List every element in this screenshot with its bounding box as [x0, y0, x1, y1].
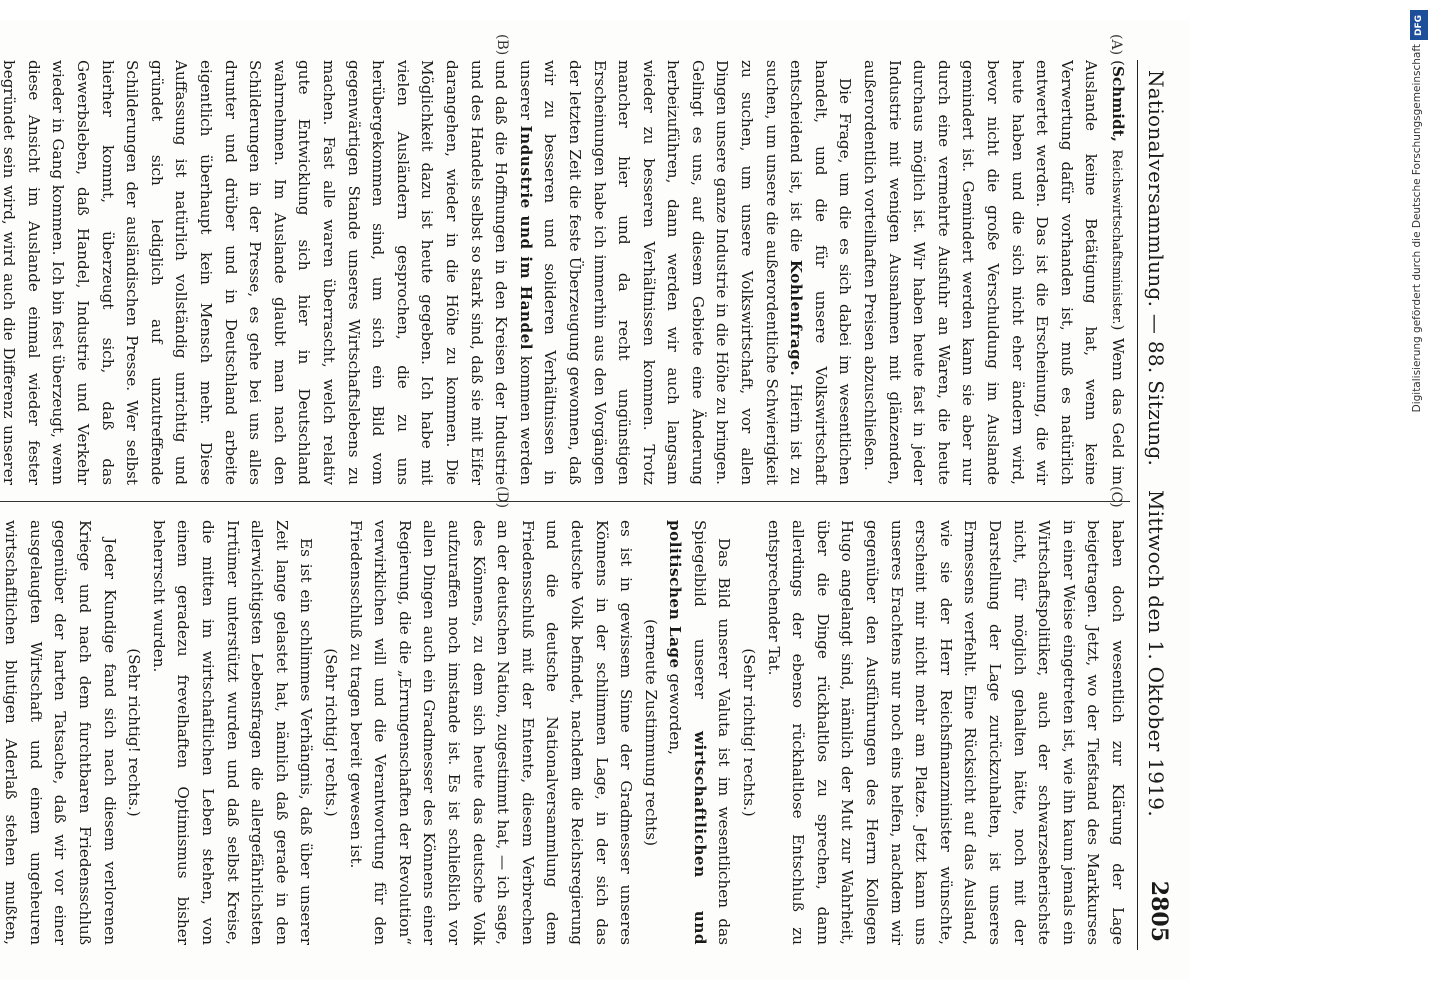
right-column — [0, 520, 1130, 945]
watermark-text: Digitalisierung gefördert durch die Deutsche Forschungsgemeinschaft — [1411, 44, 1423, 413]
reaction-note: (Sehr richtig! rechts.) — [740, 648, 759, 817]
emphasis-text: Kohlenfrage. — [787, 259, 806, 377]
paragraph — [0, 60, 857, 485]
paragraph — [663, 520, 737, 945]
margin-marker-b: (B) — [494, 34, 510, 56]
paragraph: Es ist ein schlimmes Verhängnis, daß über unserer Zeit lange gelastet hat, nämlich daß gerade in den allerwichtigsten Lebensfragen die allergefährlichsten Irrtümer unterstützt wurden und daß selbst Kreise, die mitten im wirtschaftlichen Leben stehen, von einem geradezu frevelhaften Optimismus bisher beherrscht wurden. — [149, 520, 316, 945]
speaker-name: Schmidt, — [1109, 65, 1127, 142]
paragraph-text: Wenn das Geld im Auslande keine Betätigung hat, wenn keine Verwertung dafür vorhanden ist, muß es natürlich entwertet werden. Das ist die Erscheinung, die wir heute haben und die sich nicht eher ändern wird, bevor nicht die große Verschuldung im Auslande gemindert ist. Gemindert werden kann sie aber nur durch eine vermehrte Ausfuhr an Waren, die heute durchaus möglich ist. Wir haben heute fast in jeder Industrie mit wenigen Ausnahmen mit glänzenden, außerordentlich vorteilhaften Preisen abzuschließen. — [861, 60, 1127, 485]
margin-marker-d: (D) — [494, 486, 510, 509]
left-column — [0, 60, 1130, 485]
paragraph-text: Die Frage, um die es sich dabei im wesentlichen handelt, und die für unsere Volkswirtschaft entscheidend ist, ist die — [787, 60, 855, 485]
emphasis-text: wirtschaftlichen und politischen Lage — [666, 520, 709, 945]
paragraph: (Schmidt, Reichswirtschaftsminister.) Wenn das Geld im Auslande keine Betätigung hat, wenn keine Verwertung dafür vorhanden ist, muß es natürlich entwertet werden. Das ist die Erscheinung, die wir heute haben und die sich nicht eher ändern wird, bevor nicht die große Verschuldung im Auslande gemindert ist. Gemindert werden kann sie aber nur durch eine vermehrte Ausfuhr an Waren, die heute durchaus möglich ist. Wir haben heute fast in jeder Industrie mit wenigen Ausnahmen mit glänzenden, außerordentlich vorteilhaften Preisen abzuschließen. — [861, 60, 1127, 485]
margin-marker-c: (C) — [1108, 486, 1124, 508]
speaker-role: Reichswirtschaftsminister. — [1109, 149, 1124, 325]
paragraph-text: Hierin ist zu suchen, um unsere die außerordentliche Schwierigkeit zu suchen, um unsere Volkswirtschaft, vor allen Dingen unsere ganze Industrie in die Höhe zu bringen. Gelingt es uns, auf diesem Gebiete eine Änderung herbeizuführen, dann werden wir auch langsam wieder zu besseren Verhältnissen kommen. Trotz mancher hier und da recht ungünstigen Erscheinungen habe ich immerhin aus den Vorgängen der letzten Zeit die feste Überzeugung gewonnen, daß wir zu besseren und solideren Verhältnissen in unserer — [516, 60, 806, 485]
reaction-note: (Sehr richtig! rechts.) — [125, 648, 144, 817]
digitization-watermark — [1406, 4, 1432, 996]
reaction-note: (erneute Zustimmung rechts) — [641, 618, 660, 846]
emphasis-text: Industrie und im Handel — [516, 125, 535, 351]
page-number: 2805 — [1146, 880, 1172, 942]
paragraph: Jeder Kundige fand sich nach diesem verlorenen Kriege und nach dem furchtbaren Friedensschluß gegenüber der harten Tatsache, daß wir vor einer ausgelaugten Wirtschaft und einem ungeheuren wirtschaftlichen blutigen Aderlaß stehen mußten, — [2, 520, 119, 945]
paragraph: haben doch wesentlich zur Klärung der Lage beigetragen. Jetzt, wo der Tiefstand des Markkurses in einer Weise eingetreten ist, wie ihn kaum jemals ein Wirtschaftspolitiker, auch der schwarzseherischste nicht, für möglich gehalten hätte, noch mit der Darstellung der Lage zurückzuhalten, ist unseres Ermessens verfehlt. Eine Rücksicht auf das Ausland, wie sie der Herr Reichsfinanzminister wünschte, erscheint mir nicht mehr am Platze. Jetzt kann uns unseres Erachtens nur noch eins helfen, nachdem wir gegenüber den Ausführungen des Herrn Kollegen Hugo angelangt sind, nämlich der Mut zur Wahrheit, über die Dinge rückhaltlos zu sprechen, dann allerdings der ebenso rückhaltlose Entschluß zu entsprechender Tat. — [764, 520, 1127, 945]
paragraph-text: Das Bild unserer Valuta ist im wesentlichen das Spiegelbild unserer — [690, 520, 734, 945]
column-divider — [0, 501, 1130, 502]
session-date: Mittwoch den 1. Oktober 1919. — [1144, 490, 1168, 817]
running-title: Nationalversammlung. — 88. Sitzung. — [1144, 70, 1168, 467]
paragraph-text: geworden, — [666, 673, 685, 755]
reaction-note: (Sehr richtig! rechts.) — [322, 648, 340, 817]
paragraph-text: kommen werden und daß die Hoffnungen in den Kreisen der Industrie und des Handels selbst so stark sind, daß sie mit Eifer darangehen, wieder in die Höhe zu kommen. Die Möglichkeit dazu ist heute gegeben. Ich habe mit vielen Ausländern gesprochen, die zu uns herübergekommen sind, um sich ein Bild vom gegenwärtigen Stande unseres Wirtschaftslebens zu machen. Fast alle waren überrascht, welch relativ gute Entwicklung sich hier in Deutschland wahrnehmen. Im Auslande glaubt man nach den Schilderungen in der Presse, es gehe bei uns alles drunter und drüber und in Deutschland arbeite eigentlich überhaupt kein Mensch mehr. Diese Auffassung ist natürlich vollständig unrichtig und gründet sich lediglich auf unzutreffende Schilderungen der ausländischen Presse. Wer selbst hierher kommt, überzeugt sich, daß das Gewerbsleben, daß Handel, Industrie und Verkehr wieder in Gang kommen. Ich bin fest überzeugt, wenn diese Ansicht im Auslande einmal wieder fester begründet sein wird, wird auch die Differenz unserer — [0, 60, 535, 485]
paragraph: es ist in gewissem Sinne der Gradmesser unseres Könnens in der schlimmen Lage, in der sich das deutsche Volk befindet, nachdem die Reichsregierung und die deutsche Nationalversammlung dem Friedensschluß mit der Entente, diesem Verbrechen an der deutschen Nation, zugestimmt hat, — ich sage, des Könnens, zu dem sich heute das deutsche Volk aufzuraffen noch imstande ist. Es ist schließlich vor allen Dingen auch ein Gradmesser des Könnens einer Regierung, die die „Errungenschaften der Revolution“ verwirklichen will und die Verantwortung für den Friedensschluß zu tragen bereit gewesen ist. — [346, 520, 636, 945]
page-header — [1137, 60, 1182, 950]
dfg-logo-icon: DFG — [1410, 10, 1428, 40]
margin-marker-a: (A) — [1108, 34, 1124, 56]
document-page — [0, 20, 1190, 980]
